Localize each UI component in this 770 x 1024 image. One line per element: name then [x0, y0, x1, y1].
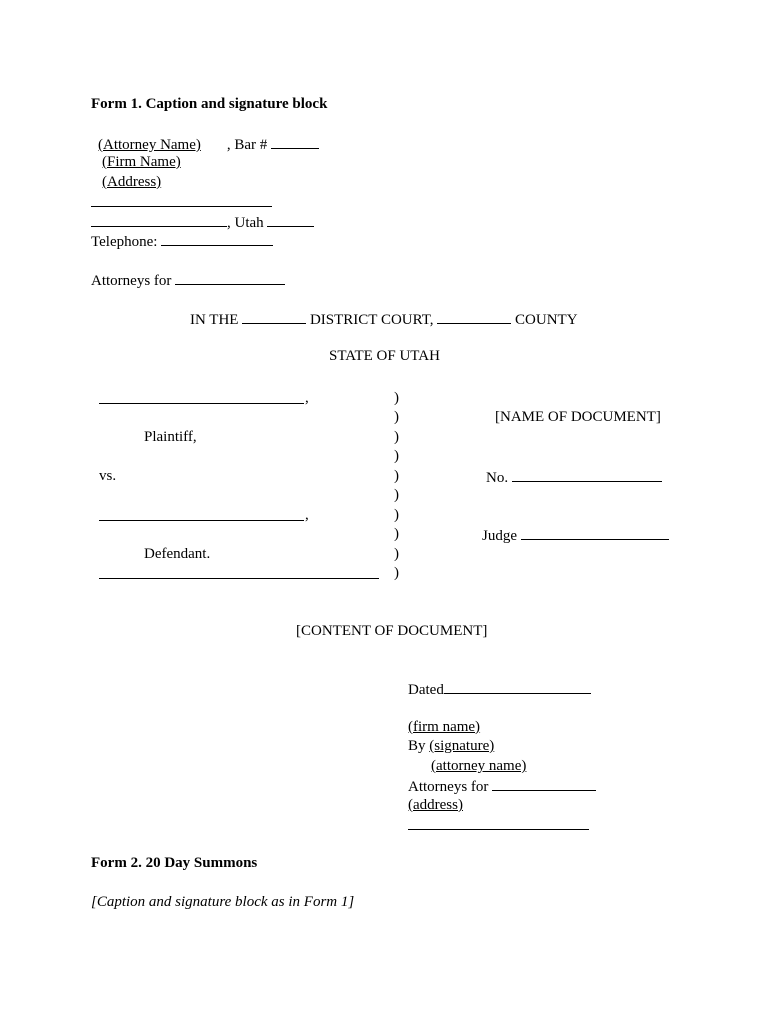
dated-label: Dated [408, 682, 444, 698]
form2-heading: Form 2. 20 Day Summons [91, 855, 258, 871]
caption-paren: ) [394, 409, 399, 425]
sig-firm-name: (firm name) [408, 719, 481, 735]
vs-label: vs. [99, 468, 117, 484]
caption-paren: ) [394, 448, 399, 464]
case-number-label: No. [486, 470, 509, 486]
sig-firm-name-line [408, 718, 589, 736]
judge-label: Judge [482, 528, 517, 544]
sig-attorney-name-line [408, 757, 589, 775]
case-number-blank [512, 467, 662, 482]
dated-blank [444, 679, 591, 694]
form1-heading: Form 1. Caption and signature block [91, 96, 328, 112]
address-placeholder: (Address) [102, 174, 162, 190]
telephone-blank [161, 231, 273, 246]
defendant-comma: , [305, 507, 309, 523]
court-line [190, 309, 578, 329]
content-of-document: [CONTENT OF DOCUMENT] [296, 623, 488, 639]
dated-line [408, 679, 591, 699]
city-blank [91, 212, 227, 227]
defendant-blank-line [99, 520, 304, 521]
case-number-line [486, 467, 662, 487]
name-of-document: [NAME OF DOCUMENT] [495, 409, 661, 425]
firm-name-placeholder: (Firm Name) [102, 154, 181, 170]
address-blank-line [91, 206, 272, 207]
caption-paren: ) [394, 546, 399, 562]
caption-paren: ) [394, 526, 399, 542]
court-county: COUNTY [515, 312, 578, 328]
sig-address-line [408, 796, 589, 814]
court-in-the: IN THE [190, 312, 239, 328]
sig-address: (address) [408, 797, 463, 813]
zip-blank [267, 212, 314, 227]
district-blank [242, 309, 306, 324]
judge-blank [521, 525, 669, 540]
caption-paren: ) [394, 390, 399, 406]
plaintiff-label: Plaintiff, [144, 429, 197, 445]
plaintiff-comma: , [305, 390, 309, 406]
form2-note: [Caption and signature block as in Form 1] [91, 894, 355, 910]
telephone-label: Telephone: [91, 234, 158, 250]
sig-attorneys-for-label: Attorneys for [408, 779, 489, 795]
court-district: DISTRICT COURT, [309, 312, 434, 328]
attorneys-for-blank [175, 270, 285, 285]
telephone-line [91, 231, 273, 251]
sig-attorneys-for-line [408, 776, 596, 796]
address-line [91, 173, 226, 191]
city-line [91, 212, 314, 232]
caption-bottom-line [99, 578, 379, 579]
caption-paren: ) [394, 565, 399, 581]
attorney-name-placeholder: (Attorney Name) [98, 137, 201, 153]
plaintiff-blank-line [99, 403, 304, 404]
caption-paren: ) [394, 429, 399, 445]
defendant-label: Defendant. [144, 546, 211, 562]
firm-name-line [91, 153, 272, 171]
caption-paren: ) [394, 487, 399, 503]
utah-label: , Utah [227, 215, 264, 231]
caption-paren: ) [394, 507, 399, 523]
sig-extra-blank-line [408, 829, 589, 830]
caption-paren: ) [394, 468, 399, 484]
sig-by-line [408, 737, 590, 755]
sig-attorney-name: (attorney name) [431, 758, 527, 774]
state-title: STATE OF UTAH [329, 348, 440, 364]
county-blank [437, 309, 511, 324]
judge-line [482, 525, 669, 545]
bar-number-blank [271, 134, 319, 149]
attorneys-for-label: Attorneys for [91, 273, 172, 289]
attorneys-for-line [91, 270, 285, 290]
sig-by-label: By [408, 738, 426, 754]
bar-label: , Bar # [226, 137, 268, 153]
sig-attorneys-for-blank [492, 776, 596, 791]
attorney-name-line [91, 134, 319, 154]
sig-signature: (signature) [429, 738, 495, 754]
